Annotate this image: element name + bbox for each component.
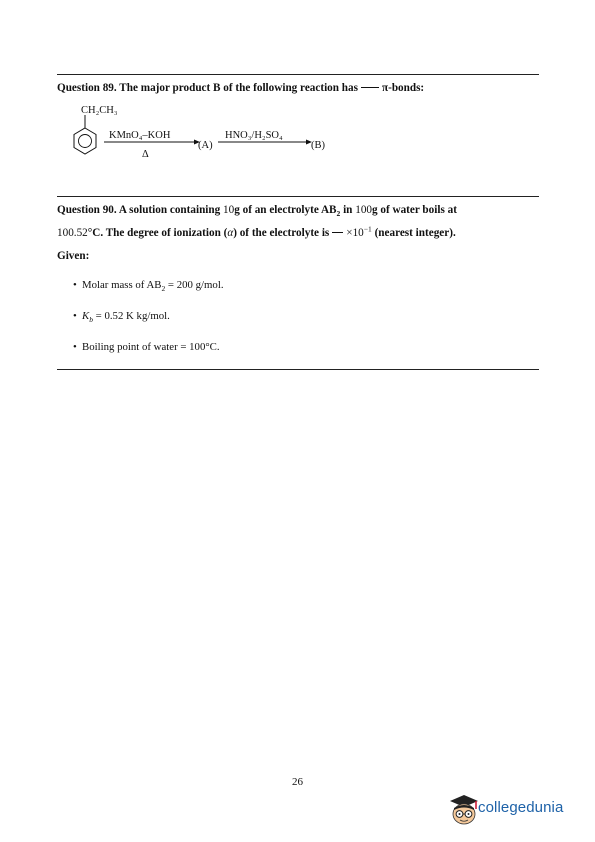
q90-text-2a: °C. The degree of ionization ( xyxy=(87,227,228,239)
q90-line2 xyxy=(57,224,456,239)
benzene-ring-icon xyxy=(74,115,96,154)
q89-text-before: The major product B of the following reaction has xyxy=(119,82,358,94)
intermediate-a: (A) xyxy=(198,140,213,151)
middle-rule xyxy=(57,196,539,197)
product-b: (B) xyxy=(311,140,325,151)
given-item-1: • Molar mass of $AB_2 = 200$ g/mol. xyxy=(73,279,224,294)
top-rule xyxy=(57,74,539,75)
q90-text-1c: in xyxy=(343,204,353,216)
q90-text-1d: g of water boils at xyxy=(372,204,457,216)
brand-logo-text: collegedunia xyxy=(478,799,564,816)
q90-text-1a: A solution containing xyxy=(118,204,221,216)
reagent1-top: KMnO₄–KOH xyxy=(109,130,171,141)
reagent2-top: HNO₃/H₂SO₄ xyxy=(225,130,283,141)
q89-heading xyxy=(57,82,424,94)
given-item-3: • Boiling point of water = 100°C. xyxy=(73,341,220,353)
q90-text-2c: (nearest integer). xyxy=(374,227,456,239)
q90-mass2: 100 xyxy=(355,204,372,216)
given-item-2: • $K_b = 0.52$ K kg/mol. xyxy=(73,310,170,325)
bottom-rule xyxy=(57,369,539,370)
q89-text-after: π-bonds: xyxy=(381,82,425,94)
page-number: 26 xyxy=(292,776,303,788)
q90-label: Question 90. xyxy=(57,204,117,216)
q90-answer-blank xyxy=(332,232,343,233)
q90-boiling-point: 100.52 xyxy=(57,227,88,239)
q90-given-label: Given: xyxy=(57,250,90,262)
reagent1-bottom: Δ xyxy=(142,149,149,160)
q90-text-2b: ) of the electrolyte is xyxy=(233,227,330,239)
substituent-label: CH₂CH₃ xyxy=(81,105,118,116)
q90-mass1: 10 xyxy=(223,204,235,216)
q89-answer-blank xyxy=(361,87,379,88)
q90-alpha: α xyxy=(227,227,234,239)
q90-times: ×10 xyxy=(346,227,364,239)
reaction-scheme xyxy=(57,100,357,170)
q90-subscript: 2 xyxy=(336,209,341,219)
q89-label: Question 89. xyxy=(57,82,117,94)
q90-exponent: −1 xyxy=(363,224,372,234)
q90-line1 xyxy=(57,204,457,219)
q90-text-1b: g of an electrolyte AB xyxy=(234,204,337,216)
